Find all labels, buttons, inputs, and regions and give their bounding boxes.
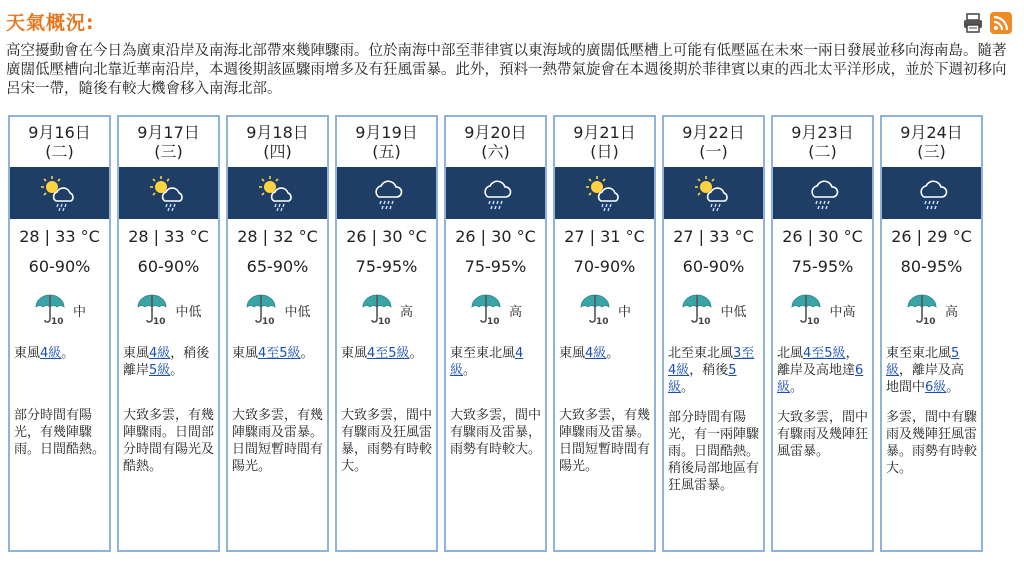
- forecast-weekday: (五): [372, 142, 401, 161]
- forecast-day: [335, 115, 438, 552]
- rain-probability: [555, 293, 654, 327]
- rain-probability: [337, 293, 436, 327]
- sun-cloud-shower-icon: [256, 173, 300, 213]
- rain-probability-level: 中高: [829, 304, 856, 320]
- forecast-days: [8, 115, 983, 552]
- wind-forecast: [450, 345, 541, 379]
- cloud-shower-icon: [801, 173, 845, 213]
- umbrella-icon: [905, 293, 941, 327]
- forecast-weekday: (日): [590, 142, 619, 161]
- forecast-date: 9月17日: [137, 123, 200, 142]
- weather-description: 大致多雲，間中有驟雨及幾陣狂風雷暴。: [777, 410, 869, 459]
- wind-force-link[interactable]: 4至5級: [258, 346, 301, 361]
- page-title: 天氣概況:: [6, 12, 95, 34]
- weather-description: 大致多雲，有幾陣驟雨及雷暴。日間短暫時間有陽光。: [232, 408, 324, 474]
- umbrella-icon: [680, 293, 716, 327]
- temperature-range: 26 | 29 °C: [891, 227, 972, 246]
- temperature-range: 28 | 33 °C: [19, 227, 100, 246]
- rain-probability: [664, 293, 763, 327]
- weather-icon-band: [773, 167, 872, 219]
- wind-forecast: [232, 345, 323, 362]
- wind-text: 。: [463, 363, 477, 378]
- humidity-range: 75-95%: [791, 257, 854, 276]
- wind-force-link[interactable]: 6級: [925, 380, 947, 395]
- forecast-weekday: (六): [481, 142, 510, 161]
- temperature-range: 27 | 31 °C: [564, 227, 645, 246]
- wind-force-link[interactable]: 5級: [886, 346, 960, 378]
- wind-force-link[interactable]: 4至5級: [367, 346, 410, 361]
- umbrella-icon: [244, 293, 280, 327]
- wind-forecast: [668, 345, 759, 396]
- umbrella-icon: [360, 293, 396, 327]
- rain-probability-level: 中低: [175, 304, 202, 320]
- humidity-range: 60-90%: [137, 257, 200, 276]
- wind-text: 。: [946, 380, 960, 395]
- forecast-day: [662, 115, 765, 552]
- wind-force-link[interactable]: 4級: [40, 346, 62, 361]
- wind-text: 。: [61, 346, 75, 361]
- forecast-date: 9月20日: [464, 123, 527, 142]
- weather-icon-band: [228, 167, 327, 219]
- humidity-range: 65-90%: [246, 257, 309, 276]
- weather-icon-band: [446, 167, 545, 219]
- humidity-range: 70-90%: [573, 257, 636, 276]
- wind-force-link[interactable]: 5級: [668, 363, 737, 395]
- weather-description: 大致多雲，有幾陣驟雨及雷暴。日間短暫時間有陽光。: [559, 408, 651, 474]
- weather-icon-band: [10, 167, 109, 219]
- forecast-date: 9月23日: [791, 123, 854, 142]
- forecast-weekday: (四): [263, 142, 292, 161]
- wind-force-link[interactable]: 3至4級: [668, 346, 755, 378]
- humidity-range: 60-90%: [682, 257, 745, 276]
- wind-text: 北至東北風: [668, 346, 734, 361]
- wind-forecast: [123, 345, 214, 379]
- forecast-weekday: (二): [808, 142, 837, 161]
- rain-probability: [773, 293, 872, 327]
- wind-text: 東風: [232, 346, 259, 361]
- sun-cloud-shower-icon: [692, 173, 736, 213]
- forecast-date: 9月24日: [900, 123, 963, 142]
- rain-probability-level: 高: [944, 304, 958, 320]
- wind-force-link[interactable]: 4級: [450, 346, 524, 378]
- temperature-range: 27 | 33 °C: [673, 227, 754, 246]
- wind-text: 。: [300, 346, 314, 361]
- weather-icon-band: [882, 167, 981, 219]
- forecast-day: [444, 115, 547, 552]
- weather-description: 部分時間有陽光，有幾陣驟雨。日間酷熱。: [14, 408, 106, 457]
- forecast-day: [553, 115, 656, 552]
- humidity-range: 75-95%: [464, 257, 527, 276]
- temperature-range: 28 | 32 °C: [237, 227, 318, 246]
- toolbar: [962, 12, 1012, 34]
- wind-forecast: [777, 345, 868, 396]
- forecast-day: [880, 115, 983, 552]
- rain-probability-level: 中: [617, 304, 631, 320]
- weather-description: 多雲，間中有驟雨及幾陣狂風雷暴。雨勢有時較大。: [886, 410, 978, 476]
- temperature-range: 28 | 33 °C: [128, 227, 209, 246]
- forecast-weekday: (三): [154, 142, 183, 161]
- forecast-date: 9月18日: [246, 123, 309, 142]
- forecast-date: 9月19日: [355, 123, 418, 142]
- umbrella-icon: [469, 293, 505, 327]
- rain-probability-level: 高: [399, 304, 413, 320]
- sun-cloud-shower-icon: [147, 173, 191, 213]
- rain-probability: [446, 293, 545, 327]
- humidity-range: 60-90%: [28, 257, 91, 276]
- wind-text: ，離岸及高地達: [777, 346, 859, 378]
- umbrella-icon: [789, 293, 825, 327]
- wind-forecast: [559, 345, 650, 362]
- printer-icon[interactable]: [962, 12, 984, 34]
- wind-text: 。: [790, 380, 804, 395]
- wind-forecast: [341, 345, 432, 362]
- wind-force-link[interactable]: 6級: [777, 363, 864, 395]
- wind-text: 東風: [123, 346, 150, 361]
- cloud-shower-icon: [474, 173, 518, 213]
- weather-description: 部分時間有陽光，有一兩陣驟雨。日間酷熱。稍後局部地區有狂風雷暴。: [668, 410, 760, 493]
- weather-description: 大致多雲，有幾陣驟雨。日間部分時間有陽光及酷熱。: [123, 408, 215, 474]
- weather-description: 大致多雲，間中有驟雨及狂風雷暴，雨勢有時較大。: [341, 408, 433, 474]
- rain-probability: [882, 293, 981, 327]
- wind-forecast: [886, 345, 977, 396]
- temperature-range: 26 | 30 °C: [455, 227, 536, 246]
- forecast-date: 9月21日: [573, 123, 636, 142]
- weather-summary: 高空擾動會在今日為廣東沿岸及南海北部帶來幾陣驟雨。位於南海中部至菲律賓以東海域的廣闊低壓槽上可能有低壓區在未來一兩日發展並移向海南島。隨著廣闊低壓槽向北靠近華南沿岸，本週後期該區驟雨增多及有狂風雷暴。此外，預料一熱帶氣旋會在本週後期於菲律賓以東的西北太平洋形成，並於下週初移向呂宋一帶，隨後有較大機會移入南海北部。: [6, 43, 1007, 97]
- wind-text: 東至東北風: [450, 346, 516, 361]
- forecast-weekday: (三): [917, 142, 946, 161]
- wind-text: 北風: [777, 346, 804, 361]
- sun-cloud-shower-icon: [583, 173, 627, 213]
- rain-probability-level: 中低: [720, 304, 747, 320]
- wind-text: 東至東北風: [886, 346, 952, 361]
- wind-force-link[interactable]: 4級: [585, 346, 607, 361]
- rain-probability: [228, 293, 327, 327]
- rain-probability-level: 中: [72, 304, 86, 320]
- wind-force-link[interactable]: 4至5級: [803, 346, 846, 361]
- umbrella-icon: [33, 293, 69, 327]
- forecast-day: [8, 115, 111, 552]
- forecast-day: [226, 115, 329, 552]
- temperature-range: 26 | 30 °C: [782, 227, 863, 246]
- weather-icon-band: [337, 167, 436, 219]
- wind-text: 東風: [341, 346, 368, 361]
- weather-icon-band: [664, 167, 763, 219]
- rain-probability: [10, 293, 109, 327]
- wind-text: ，離岸及高地間中: [886, 363, 965, 395]
- cloud-shower-icon: [365, 173, 409, 213]
- umbrella-icon: [578, 293, 614, 327]
- umbrella-icon: [135, 293, 171, 327]
- weather-icon-band: [119, 167, 218, 219]
- wind-text: 。: [409, 346, 423, 361]
- forecast-date: 9月22日: [682, 123, 745, 142]
- wind-text: 。: [170, 363, 184, 378]
- wind-text: ，稍後離岸: [123, 346, 210, 378]
- sun-cloud-shower-icon: [38, 173, 82, 213]
- weather-description: 大致多雲，間中有驟雨及雷暴，雨勢有時較大。: [450, 408, 542, 457]
- forecast-date: 9月16日: [28, 123, 91, 142]
- forecast-day: [771, 115, 874, 552]
- wind-forecast: [14, 345, 105, 362]
- wind-text: ，稍後: [689, 363, 729, 378]
- weather-icon-band: [555, 167, 654, 219]
- forecast-weekday: (二): [45, 142, 74, 161]
- wind-text: 東風: [559, 346, 586, 361]
- wind-text: 東風: [14, 346, 41, 361]
- wind-text: 。: [606, 346, 620, 361]
- cloud-shower-icon: [910, 173, 954, 213]
- rss-icon[interactable]: [990, 12, 1012, 34]
- temperature-range: 26 | 30 °C: [346, 227, 427, 246]
- forecast-day: [117, 115, 220, 552]
- humidity-range: 80-95%: [900, 257, 963, 276]
- humidity-range: 75-95%: [355, 257, 418, 276]
- wind-text: 。: [681, 380, 695, 395]
- rain-probability-level: 中低: [284, 304, 311, 320]
- wind-force-link[interactable]: 5級: [149, 363, 171, 378]
- forecast-weekday: (一): [699, 142, 728, 161]
- rain-probability-level: 高: [508, 304, 522, 320]
- wind-force-link[interactable]: 4級: [149, 346, 171, 361]
- rain-probability: [119, 293, 218, 327]
